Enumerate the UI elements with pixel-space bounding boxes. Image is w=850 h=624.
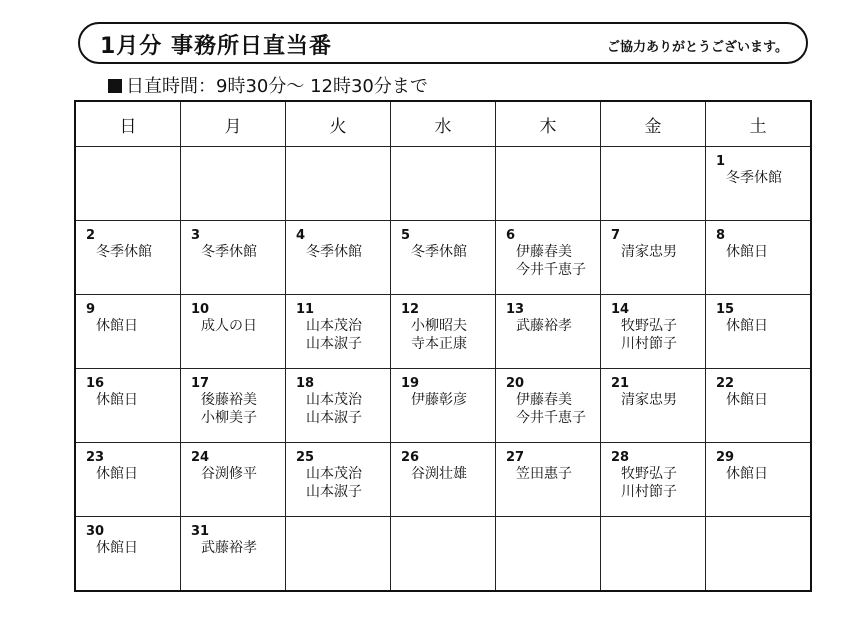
duty-entry: 山本茂治 bbox=[306, 318, 362, 334]
day-number: 6 bbox=[506, 228, 516, 243]
day-cell-content bbox=[181, 221, 285, 294]
duty-entry: 川村節子 bbox=[621, 484, 677, 500]
day-cell-content bbox=[286, 295, 390, 368]
duty-entry: 山本茂治 bbox=[306, 392, 362, 408]
duty-names bbox=[726, 391, 808, 409]
day-cell-content bbox=[181, 295, 285, 368]
day-cell-content bbox=[391, 517, 495, 590]
duty-names bbox=[306, 465, 388, 501]
calendar-week-row bbox=[75, 443, 811, 517]
day-cell-content bbox=[286, 369, 390, 442]
duty-entry: 冬季休館 bbox=[726, 170, 782, 186]
day-cell-content bbox=[496, 369, 600, 442]
day-number: 9 bbox=[86, 302, 96, 317]
black-square-icon bbox=[108, 79, 122, 93]
day-cell-content bbox=[391, 295, 495, 368]
day-cell-content bbox=[496, 517, 600, 590]
duty-names bbox=[726, 243, 808, 261]
day-number: 22 bbox=[716, 376, 735, 391]
duty-names bbox=[96, 465, 178, 483]
duty-entry: 牧野弘子 bbox=[621, 318, 677, 334]
day-cell-content bbox=[706, 369, 810, 442]
calendar-day-cell bbox=[601, 295, 706, 369]
day-number: 3 bbox=[191, 228, 201, 243]
day-cell-content bbox=[601, 443, 705, 516]
day-cell-content bbox=[76, 295, 180, 368]
day-number: 4 bbox=[296, 228, 306, 243]
duty-entry: 山本淑子 bbox=[306, 410, 362, 426]
day-number: 30 bbox=[86, 524, 105, 539]
calendar-day-cell bbox=[181, 517, 286, 592]
day-number: 1 bbox=[716, 154, 726, 169]
day-number: 18 bbox=[296, 376, 315, 391]
day-cell-content bbox=[76, 443, 180, 516]
day-number: 5 bbox=[401, 228, 411, 243]
calendar-day-cell bbox=[706, 517, 812, 592]
duty-entry: 谷渕壮雄 bbox=[411, 466, 467, 482]
day-cell-content bbox=[601, 221, 705, 294]
calendar-day-cell bbox=[601, 369, 706, 443]
day-number: 28 bbox=[611, 450, 630, 465]
day-cell-content bbox=[496, 221, 600, 294]
calendar-week-row bbox=[75, 221, 811, 295]
duty-entry: 清家忠男 bbox=[621, 244, 677, 260]
duty-entry: 谷渕修平 bbox=[201, 466, 257, 482]
day-number: 19 bbox=[401, 376, 420, 391]
calendar-day-cell bbox=[391, 517, 496, 592]
day-cell-content bbox=[496, 443, 600, 516]
duty-names bbox=[411, 243, 493, 261]
duty-calendar bbox=[74, 100, 812, 592]
weekday-header: 日 bbox=[75, 101, 181, 147]
day-number: 23 bbox=[86, 450, 105, 465]
duty-names bbox=[516, 243, 598, 279]
weekday-header: 火 bbox=[286, 101, 391, 147]
day-cell-content bbox=[76, 517, 180, 590]
calendar-day-cell bbox=[496, 221, 601, 295]
day-number: 20 bbox=[506, 376, 525, 391]
day-cell-content bbox=[181, 443, 285, 516]
duty-names bbox=[96, 243, 178, 261]
duty-entry: 休館日 bbox=[726, 244, 768, 260]
day-cell-content bbox=[286, 147, 390, 220]
duty-entry: 小柳昭夫 bbox=[411, 318, 467, 334]
duty-names bbox=[621, 243, 703, 261]
duty-names bbox=[516, 465, 598, 483]
calendar-day-cell bbox=[75, 147, 181, 221]
duty-names bbox=[516, 391, 598, 427]
calendar-day-cell bbox=[706, 295, 812, 369]
calendar-day-cell bbox=[601, 147, 706, 221]
calendar-day-cell bbox=[391, 443, 496, 517]
calendar-day-cell bbox=[391, 369, 496, 443]
calendar-week-row bbox=[75, 295, 811, 369]
duty-entry: 休館日 bbox=[726, 466, 768, 482]
page-title: 1月分 事務所日直当番 bbox=[100, 34, 332, 59]
calendar-day-cell bbox=[181, 295, 286, 369]
calendar-day-cell bbox=[286, 369, 391, 443]
day-number: 10 bbox=[191, 302, 210, 317]
duty-entry: 伊藤春美 bbox=[516, 392, 572, 408]
duty-names bbox=[201, 539, 283, 557]
duty-entry: 武藤裕孝 bbox=[516, 318, 572, 334]
day-number: 13 bbox=[506, 302, 525, 317]
duty-names bbox=[411, 317, 493, 353]
duty-names bbox=[201, 465, 283, 483]
day-number: 29 bbox=[716, 450, 735, 465]
calendar-day-cell bbox=[181, 369, 286, 443]
duty-entry: 休館日 bbox=[96, 466, 138, 482]
duty-entry: 武藤裕孝 bbox=[201, 540, 257, 556]
day-number: 31 bbox=[191, 524, 210, 539]
duty-entry: 冬季休館 bbox=[306, 244, 362, 260]
day-cell-content bbox=[76, 369, 180, 442]
calendar-day-cell bbox=[706, 443, 812, 517]
calendar-day-cell bbox=[706, 369, 812, 443]
duty-entry: 山本淑子 bbox=[306, 336, 362, 352]
duty-names bbox=[411, 465, 493, 483]
duty-hours-text: 日直時間：9時30分～ 12時30分まで bbox=[126, 76, 428, 97]
calendar-day-cell bbox=[601, 517, 706, 592]
calendar-day-cell bbox=[706, 147, 812, 221]
calendar-day-cell bbox=[601, 221, 706, 295]
calendar-day-cell bbox=[286, 147, 391, 221]
day-cell-content bbox=[286, 443, 390, 516]
weekday-header: 月 bbox=[181, 101, 286, 147]
duty-names bbox=[96, 317, 178, 335]
day-cell-content bbox=[601, 147, 705, 220]
duty-names bbox=[306, 391, 388, 427]
calendar-day-cell bbox=[391, 147, 496, 221]
duty-entry: 今井千恵子 bbox=[516, 410, 586, 426]
weekday-header: 金 bbox=[601, 101, 706, 147]
day-cell-content bbox=[601, 295, 705, 368]
calendar-day-cell bbox=[286, 517, 391, 592]
duty-entry: 伊藤春美 bbox=[516, 244, 572, 260]
duty-entry: 寺本正康 bbox=[411, 336, 467, 352]
weekday-header: 水 bbox=[391, 101, 496, 147]
day-cell-content bbox=[286, 517, 390, 590]
calendar-day-cell bbox=[75, 369, 181, 443]
day-cell-content bbox=[76, 221, 180, 294]
calendar-day-cell bbox=[496, 443, 601, 517]
duty-entry: 山本淑子 bbox=[306, 484, 362, 500]
duty-names bbox=[96, 391, 178, 409]
duty-entry: 冬季休館 bbox=[411, 244, 467, 260]
calendar-week-row bbox=[75, 369, 811, 443]
calendar-day-cell bbox=[706, 221, 812, 295]
calendar-day-cell bbox=[496, 295, 601, 369]
weekday-header-row bbox=[75, 101, 811, 147]
day-cell-content bbox=[76, 147, 180, 220]
calendar-day-cell bbox=[181, 443, 286, 517]
day-number: 15 bbox=[716, 302, 735, 317]
duty-entry: 後藤裕美 bbox=[201, 392, 257, 408]
day-number: 17 bbox=[191, 376, 210, 391]
duty-entry: 成人の日 bbox=[201, 318, 257, 334]
duty-entry: 休館日 bbox=[96, 318, 138, 334]
duty-names bbox=[201, 243, 283, 261]
day-cell-content bbox=[706, 295, 810, 368]
duty-names bbox=[726, 465, 808, 483]
calendar-day-cell bbox=[601, 443, 706, 517]
duty-entry: 冬季休館 bbox=[96, 244, 152, 260]
duty-names bbox=[621, 465, 703, 501]
duty-entry: 小柳美子 bbox=[201, 410, 257, 426]
duty-names bbox=[411, 391, 493, 409]
calendar-body bbox=[75, 147, 811, 592]
duty-entry: 休館日 bbox=[726, 392, 768, 408]
day-cell-content bbox=[391, 221, 495, 294]
duty-entry: 清家忠男 bbox=[621, 392, 677, 408]
duty-names bbox=[306, 317, 388, 353]
calendar-week-row bbox=[75, 517, 811, 592]
calendar-day-cell bbox=[286, 221, 391, 295]
day-number: 2 bbox=[86, 228, 96, 243]
calendar-day-cell bbox=[75, 443, 181, 517]
day-cell-content bbox=[391, 147, 495, 220]
thanks-note: ご協力ありがとうございます。 bbox=[607, 40, 788, 55]
duty-entry: 今井千恵子 bbox=[516, 262, 586, 278]
day-cell-content bbox=[181, 517, 285, 590]
day-number: 24 bbox=[191, 450, 210, 465]
duty-entry: 川村節子 bbox=[621, 336, 677, 352]
duty-names bbox=[306, 243, 388, 261]
day-number: 21 bbox=[611, 376, 630, 391]
weekday-header: 木 bbox=[496, 101, 601, 147]
day-cell-content bbox=[391, 369, 495, 442]
calendar-day-cell bbox=[391, 295, 496, 369]
day-number: 16 bbox=[86, 376, 105, 391]
day-number: 27 bbox=[506, 450, 525, 465]
day-number: 8 bbox=[716, 228, 726, 243]
duty-hours bbox=[108, 72, 428, 98]
calendar-day-cell bbox=[75, 295, 181, 369]
day-cell-content bbox=[706, 517, 810, 590]
day-cell-content bbox=[181, 147, 285, 220]
day-number: 14 bbox=[611, 302, 630, 317]
calendar-day-cell bbox=[496, 369, 601, 443]
duty-entry: 休館日 bbox=[726, 318, 768, 334]
duty-names bbox=[621, 317, 703, 353]
duty-names bbox=[516, 317, 598, 335]
day-cell-content bbox=[286, 221, 390, 294]
calendar-day-cell bbox=[496, 517, 601, 592]
duty-names bbox=[621, 391, 703, 409]
calendar-day-cell bbox=[75, 517, 181, 592]
day-cell-content bbox=[601, 369, 705, 442]
calendar-day-cell bbox=[75, 221, 181, 295]
day-number: 7 bbox=[611, 228, 621, 243]
day-cell-content bbox=[496, 295, 600, 368]
calendar-day-cell bbox=[181, 147, 286, 221]
day-number: 11 bbox=[296, 302, 315, 317]
duty-entry: 山本茂治 bbox=[306, 466, 362, 482]
calendar-day-cell bbox=[286, 295, 391, 369]
duty-names bbox=[96, 539, 178, 557]
day-cell-content bbox=[496, 147, 600, 220]
calendar-day-cell bbox=[496, 147, 601, 221]
duty-entry: 伊藤彰彦 bbox=[411, 392, 467, 408]
day-cell-content bbox=[706, 221, 810, 294]
duty-entry: 休館日 bbox=[96, 540, 138, 556]
calendar-day-cell bbox=[391, 221, 496, 295]
duty-names bbox=[201, 391, 283, 427]
duty-names bbox=[201, 317, 283, 335]
day-number: 26 bbox=[401, 450, 420, 465]
duty-entry: 牧野弘子 bbox=[621, 466, 677, 482]
duty-entry: 休館日 bbox=[96, 392, 138, 408]
day-cell-content bbox=[391, 443, 495, 516]
duty-entry: 冬季休館 bbox=[201, 244, 257, 260]
day-number: 25 bbox=[296, 450, 315, 465]
day-cell-content bbox=[601, 517, 705, 590]
calendar-day-cell bbox=[286, 443, 391, 517]
day-cell-content bbox=[706, 147, 810, 220]
duty-names bbox=[726, 317, 808, 335]
day-cell-content bbox=[181, 369, 285, 442]
day-number: 12 bbox=[401, 302, 420, 317]
calendar-week-row bbox=[75, 147, 811, 221]
weekday-header: 土 bbox=[706, 101, 812, 147]
duty-names bbox=[726, 169, 808, 187]
title-banner bbox=[78, 22, 808, 64]
calendar-day-cell bbox=[181, 221, 286, 295]
day-cell-content bbox=[706, 443, 810, 516]
duty-entry: 笠田惠子 bbox=[516, 466, 572, 482]
